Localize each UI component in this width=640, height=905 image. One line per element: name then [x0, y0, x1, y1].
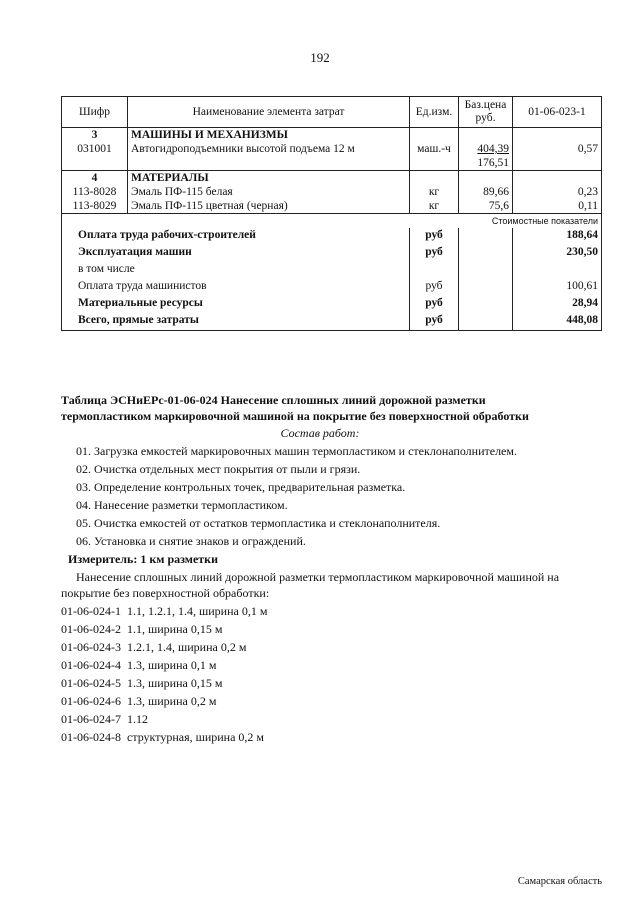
row-code: 113-8028: [62, 185, 128, 199]
total-name: Оплата труда рабочих-строителей: [62, 228, 410, 245]
description-line2: покрытие без поверхностной обработки:: [61, 586, 270, 600]
item-desc: 1.1, 1.2.1, 1.4, ширина 0,1 м: [127, 604, 268, 618]
table-header: [62, 97, 602, 128]
section-title: МАТЕРИАЛЫ: [128, 171, 410, 186]
total-value: [513, 262, 602, 279]
header-price: [459, 97, 513, 128]
header-price-line2: руб.: [475, 112, 496, 124]
list-item: [61, 639, 246, 656]
item-desc: 1.3, ширина 0,2 м: [127, 694, 217, 708]
row-price: 89,66: [459, 185, 513, 199]
row-name: Автогидроподъемники высотой подъема 12 м: [128, 142, 410, 171]
table-row: [62, 142, 602, 171]
item-desc: 1.12: [127, 712, 148, 726]
list-item: [61, 693, 216, 710]
row-price-value-2: 176,51: [477, 157, 509, 169]
item-desc: структурная, ширина 0,2 м: [127, 730, 265, 744]
resource-table: [61, 96, 602, 331]
item-code: 01-06-024-3: [61, 640, 121, 654]
row-price: 75,6: [459, 199, 513, 214]
total-value: 230,50: [513, 245, 602, 262]
work-item: 06. Установка и снятие знаков и ограждений.: [76, 534, 306, 548]
table-row: [62, 199, 602, 214]
section-row: [62, 128, 602, 143]
row-name: Эмаль ПФ-115 белая: [128, 185, 410, 199]
list-item: [61, 729, 264, 746]
header-unit: Ед.изм.: [410, 97, 459, 128]
total-name: Материальные ресурсы: [62, 296, 410, 313]
item-code: 01-06-024-7: [61, 712, 121, 726]
list-item: [61, 711, 148, 728]
header-code: Шифр: [62, 97, 128, 128]
page-number: 192: [310, 50, 330, 65]
list-item: [61, 621, 222, 638]
work-item: 02. Очистка отдельных мест покрытия от пыли и грязи.: [76, 462, 361, 476]
total-unit: руб: [410, 279, 459, 296]
cost-indicators-label: Стоимостные показатели: [62, 214, 602, 229]
row-price: [459, 142, 513, 171]
total-unit: руб: [410, 296, 459, 313]
row-price-value: 404,39: [477, 143, 509, 155]
section-title-line2: термопластиком маркировочной машиной на покрытие без поверхностной обработки: [61, 409, 529, 423]
row-code: 031001: [62, 142, 128, 171]
footer-region: Самарская область: [517, 876, 602, 887]
list-item: [61, 657, 216, 674]
total-value: 100,61: [513, 279, 602, 296]
total-value: 188,64: [513, 228, 602, 245]
cost-label-row: [62, 214, 602, 229]
header-price-line1: Баз.цена: [464, 99, 507, 111]
total-row: [62, 228, 602, 245]
item-desc: 1.3, ширина 0,1 м: [127, 658, 217, 672]
total-name: в том числе: [62, 262, 410, 279]
total-value: 28,94: [513, 296, 602, 313]
total-unit: руб: [410, 313, 459, 331]
item-code: 01-06-024-6: [61, 694, 121, 708]
total-unit: [410, 262, 459, 279]
total-row: [62, 313, 602, 331]
section-title: МАШИНЫ И МЕХАНИЗМЫ: [128, 128, 410, 143]
item-code: 01-06-024-8: [61, 730, 121, 744]
description-line1: Нанесение сплошных линий дорожной разметки термопластиком маркировочной машиной на: [76, 570, 560, 584]
work-item: 03. Определение контрольных точек, предварительная разметка.: [76, 480, 406, 494]
row-value: 0,23: [513, 185, 602, 199]
total-row: [62, 279, 602, 296]
work-item: 05. Очистка емкостей от остатков термопластика и стеклонаполнителя.: [76, 516, 441, 530]
header-name: Наименование элемента затрат: [128, 97, 410, 128]
item-code: 01-06-024-5: [61, 676, 121, 690]
row-unit: кг: [410, 199, 459, 214]
row-unit: маш.-ч: [410, 142, 459, 171]
list-item: [61, 603, 267, 620]
item-desc: 1.2.1, 1.4, ширина 0,2 м: [127, 640, 247, 654]
item-code: 01-06-024-2: [61, 622, 121, 636]
total-row: [62, 296, 602, 313]
work-item: 04. Нанесение разметки термопластиком.: [76, 498, 288, 512]
total-name: Эксплуатация машин: [62, 245, 410, 262]
total-name: Всего, прямые затраты: [62, 313, 410, 331]
section-title-line1: Таблица ЭСНиЕРс-01-06-024 Нанесение сплошных линий дорожной разметки: [61, 393, 486, 407]
total-value: 448,08: [513, 313, 602, 331]
section-number: 3: [62, 128, 128, 143]
row-name: Эмаль ПФ-115 цветная (черная): [128, 199, 410, 214]
header-norm: 01-06-023-1: [513, 97, 602, 128]
item-code: 01-06-024-4: [61, 658, 121, 672]
total-unit: руб: [410, 228, 459, 245]
work-item: 01. Загрузка емкостей маркировочных машин термопластиком и стеклонаполнителем.: [76, 444, 517, 458]
row-value: 0,57: [513, 142, 602, 171]
row-unit: кг: [410, 185, 459, 199]
total-row: [62, 245, 602, 262]
total-name: Оплата труда машинистов: [62, 279, 410, 296]
item-code: 01-06-024-1: [61, 604, 121, 618]
table-row: [62, 185, 602, 199]
total-unit: руб: [410, 245, 459, 262]
measure-unit: Измеритель: 1 км разметки: [68, 552, 219, 566]
item-desc: 1.3, ширина 0,15 м: [127, 676, 223, 690]
row-code: 113-8029: [62, 199, 128, 214]
list-item: [61, 675, 222, 692]
works-heading: Состав работ:: [280, 426, 360, 440]
section-number: 4: [62, 171, 128, 186]
row-value: 0,11: [513, 199, 602, 214]
total-row: [62, 262, 602, 279]
item-desc: 1.1, ширина 0,15 м: [127, 622, 223, 636]
section-row: [62, 171, 602, 186]
